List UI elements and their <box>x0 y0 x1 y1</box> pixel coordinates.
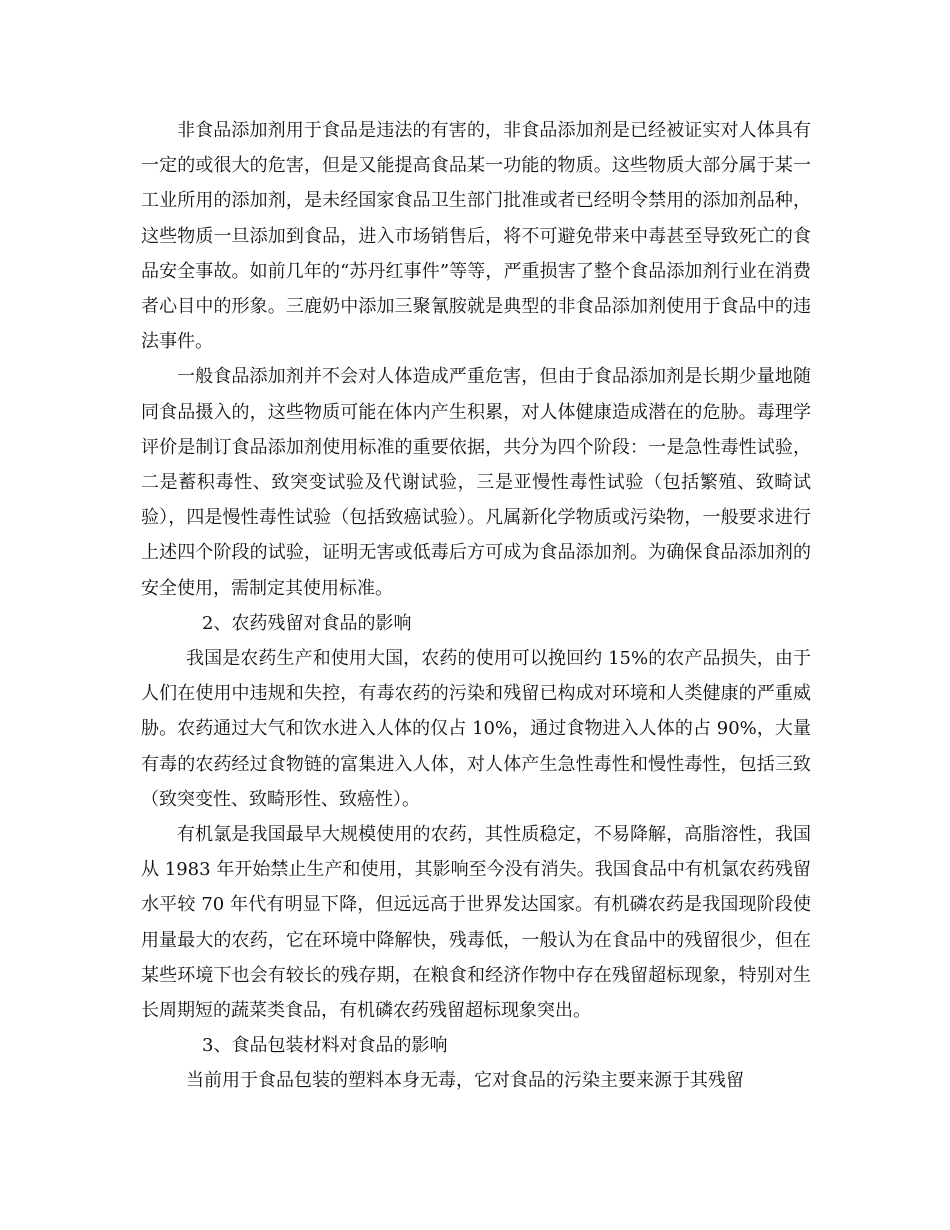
paragraph-food-additive-toxicology: 一般食品添加剂并不会对人体造成严重危害，但由于食品添加剂是长期少量地随同食品摄入的，这些物质可能在体内产生积累，对人体健康造成潜在的危胁。毒理学评价是制订食品添加剂使用标准的重要依据，共分为四个阶段：一是急性毒性试验，二是蓄积毒性、致突变试验及代谢试验，三是亚慢性毒性试验（包括繁殖、致畸试验），四是慢性毒性试验（包括致癌试验）。凡属新化学物质或污染物，一般要求进行上述四个阶段的试验，证明无害或低毒后方可成为食品添加剂。为确保食品添加剂的安全使用，需制定其使用标准。 <box>141 366 811 599</box>
section-heading-pesticide-residue: 2、农药残留对食品的影响 <box>202 612 412 634</box>
paragraph-organochlorine: 有机氯是我国最早大规模使用的农药，其性质稳定，不易降解，高脂溶性，我国从 1983 年开始禁止生产和使用，其影响至今没有消失。我国食品中有机氯农药残留水平较 70 年代有明显下降，但远远高于世界发达国家。有机磷农药是我国现阶段使用量最大的农药，它在环境中降解快，残毒低，一般认为在食品中的残留很少，但在某些环境下也会有较长的残存期，在粮食和经济作物中存在残留超标现象，特别对生长周期短的蔬菜类食品，有机磷农药残留超标现象突出。 <box>141 824 811 1022</box>
section-heading-packaging-materials: 3、食品包装材料对食品的影响 <box>202 1035 448 1057</box>
paragraph-pesticide-usage: 我国是农药生产和使用大国，农药的使用可以挽回约 15%的农产品损失，由于人们在使用中违规和失控，有毒农药的污染和残留已构成对环境和人类健康的严重威胁。农药通过大气和饮水进入人体的仅占 10%，通过食物进入人体的占 90%，大量有毒的农药经过食物链的富集进入人体，对人体产生急性毒性和慢性毒性，包括三致（致突变性、致畸形性、致癌性）。 <box>141 648 811 810</box>
paragraph-plastic-packaging: 当前用于食品包装的塑料本身无毒，它对食品的污染主要来源于其残留 <box>186 1070 744 1092</box>
paragraph-non-food-additives: 非食品添加剂用于食品是违法的有害的，非食品添加剂是已经被证实对人体具有一定的或很大的危害，但是又能提高食品某一功能的物质。这些物质大部分属于某一工业所用的添加剂，是未经国家食品卫生部门批准或者已经明令禁用的添加剂品种，这些物质一旦添加到食品，进入市场销售后，将不可避免带来中毒甚至导致死亡的食品安全事故。如前几年的“苏丹红事件”等等，严重损害了整个食品添加剂行业在消费者心目中的形象。三鹿奶中添加三聚氰胺就是典型的非食品添加剂使用于食品中的违法事件。 <box>141 120 811 353</box>
document-body <box>141 113 811 1099</box>
